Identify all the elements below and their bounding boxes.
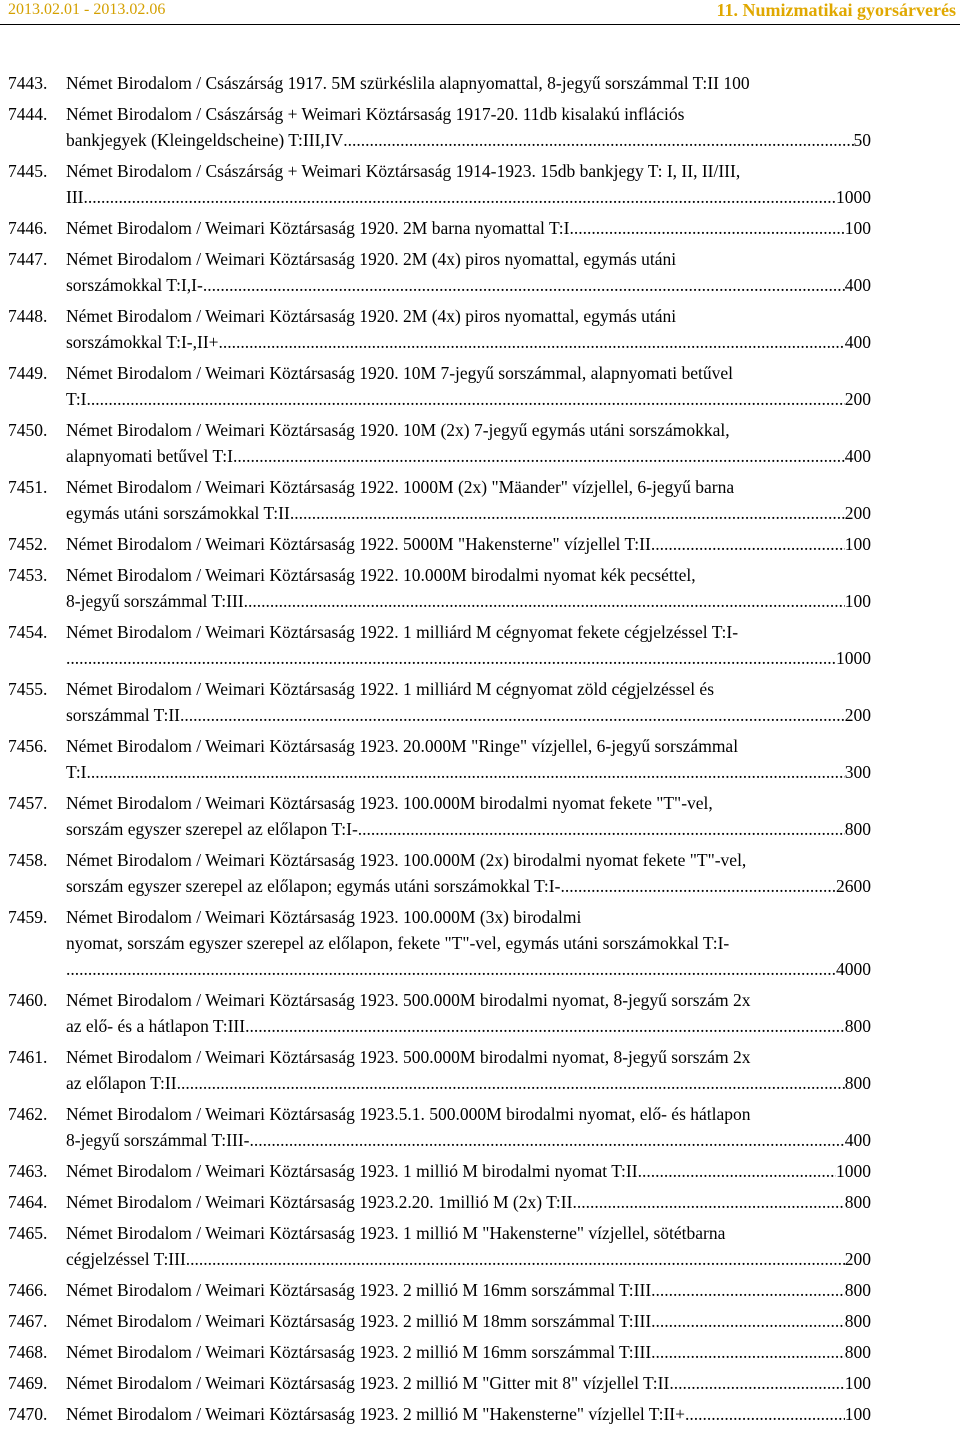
lot-description-line <box>66 1370 871 1396</box>
lot-description-text: Német Birodalom / Weimari Köztársaság 1923. 100.000M (2x) birodalmi nyomat fekete "T"-vel, <box>66 850 747 870</box>
lot-number: 7465. <box>8 1223 48 1243</box>
dot-leader <box>87 386 845 412</box>
lot-number: 7448. <box>8 306 48 326</box>
lot-line <box>0 303 960 329</box>
lot-description-text: Német Birodalom / Weimari Köztársaság 1922. 5000M "Hakensterne" vízjellel T:II <box>66 534 651 554</box>
lot-description-text: Német Birodalom / Weimari Köztársaság 1923. 2 millió M 18mm sorszámmal T:III <box>66 1311 652 1331</box>
lot-item <box>0 70 960 96</box>
lot-description-line <box>66 873 871 899</box>
lot-line <box>0 1370 960 1396</box>
lot-item <box>0 474 960 526</box>
lot-description-line <box>66 702 871 728</box>
lot-starting-price: 100 <box>844 1404 871 1424</box>
lot-description-line <box>66 1339 871 1365</box>
dot-leader <box>203 272 845 298</box>
lot-description-line <box>66 1013 871 1039</box>
lot-description-line <box>66 1070 871 1096</box>
lot-description-text: egymás utáni sorszámokkal T:II <box>66 503 290 523</box>
lot-line <box>0 645 960 671</box>
lot-starting-price: 300 <box>844 762 871 782</box>
lot-description-line <box>66 127 871 153</box>
lot-number: 7456. <box>8 736 48 756</box>
lot-line <box>0 733 960 759</box>
lot-description-text: sorszámmal T:II <box>66 705 180 725</box>
lot-line <box>0 1308 960 1334</box>
lot-description-text: Német Birodalom / Weimari Köztársaság 1923. 100.000M (3x) birodalmi <box>66 907 582 927</box>
lot-line <box>0 1158 960 1184</box>
lot-starting-price: 400 <box>844 446 871 466</box>
lot-description-text: Német Birodalom / Weimari Köztársaság 1922. 1000M (2x) "Mäander" vízjellel, 6-jegyű barna <box>66 477 735 497</box>
lot-starting-price: 200 <box>844 705 871 725</box>
lot-item <box>0 1277 960 1303</box>
lot-description-text: 8-jegyű sorszámmal T:III <box>66 591 244 611</box>
lot-line <box>0 930 960 956</box>
lot-description-line <box>66 215 871 241</box>
lot-item <box>0 1370 960 1396</box>
lot-line <box>0 417 960 443</box>
lot-line <box>0 215 960 241</box>
lot-item <box>0 987 960 1039</box>
lot-starting-price: 2600 <box>836 876 871 896</box>
lot-line <box>0 1220 960 1246</box>
lot-item <box>0 1220 960 1272</box>
lot-line <box>0 873 960 899</box>
lot-item <box>0 562 960 614</box>
lot-item <box>0 158 960 210</box>
lot-description-text: Német Birodalom / Weimari Köztársaság 1923. 2 millió M 16mm sorszámmal T:III <box>66 1280 652 1300</box>
lot-line <box>0 1189 960 1215</box>
lot-line <box>0 588 960 614</box>
lot-line <box>0 158 960 184</box>
lot-description-text: T:I <box>66 389 87 409</box>
lot-description-text: Német Birodalom / Weimari Köztársaság 1922. 1 milliárd M cégnyomat zöld cégjelzéssel és <box>66 679 715 699</box>
lot-description-text: Német Birodalom / Weimari Köztársaság 1922. 10.000M birodalmi nyomat kék pecséttel, <box>66 565 696 585</box>
lot-line <box>0 1127 960 1153</box>
lot-description-text: 8-jegyű sorszámmal T:III- <box>66 1130 250 1150</box>
lot-number: 7462. <box>8 1104 48 1124</box>
dot-leader <box>638 1158 836 1184</box>
lot-line <box>0 1070 960 1096</box>
lot-starting-price: 200 <box>844 1249 871 1269</box>
dot-leader <box>343 127 853 153</box>
lot-starting-price: 800 <box>844 1311 871 1331</box>
dot-leader <box>180 702 845 728</box>
lot-description-text: Német Birodalom / Császárság + Weimari Köztársaság 1914-1923. 15db bankjegy T: I, II, II/III, <box>66 161 741 181</box>
dot-leader <box>177 1070 845 1096</box>
lot-starting-price: 4000 <box>836 959 871 979</box>
dot-leader <box>669 1370 844 1396</box>
lot-description-line <box>66 1158 871 1184</box>
dot-leader <box>685 1401 845 1427</box>
lot-line <box>0 329 960 355</box>
lot-description-line <box>66 272 871 298</box>
lot-description-line <box>66 816 871 842</box>
lot-line <box>0 1339 960 1365</box>
lot-line <box>0 562 960 588</box>
lot-description-text: III <box>66 187 84 207</box>
lot-description-line <box>66 329 871 355</box>
lot-starting-price: 400 <box>844 275 871 295</box>
lot-description-line <box>66 531 871 557</box>
lot-description-text: Német Birodalom / Weimari Köztársaság 1923. 100.000M birodalmi nyomat fekete "T"-vel, <box>66 793 713 813</box>
lot-item <box>0 676 960 728</box>
lot-number: 7458. <box>8 850 48 870</box>
dot-leader <box>560 873 836 899</box>
lot-number: 7459. <box>8 907 48 927</box>
lot-description-line <box>66 588 871 614</box>
lot-description-text: Német Birodalom / Weimari Köztársaság 1920. 10M (2x) 7-jegyű egymás utáni sorszámokkal, <box>66 420 730 440</box>
page-header <box>0 0 960 22</box>
lot-description-text: sorszámokkal T:I-,II+ <box>66 332 219 352</box>
lot-line <box>0 676 960 702</box>
dot-leader <box>651 1308 845 1334</box>
lot-description-text: sorszám egyszer szerepel az előlapon; egymás utáni sorszámokkal T:I- <box>66 876 561 896</box>
lot-description-line <box>66 956 871 982</box>
lot-description-line <box>66 184 871 210</box>
lot-number: 7461. <box>8 1047 48 1067</box>
lot-line <box>0 1101 960 1127</box>
lot-item <box>0 246 960 298</box>
lot-number: 7468. <box>8 1342 48 1362</box>
lot-line <box>0 847 960 873</box>
lot-item <box>0 1189 960 1215</box>
lot-description-text: az előlapon T:II <box>66 1073 177 1093</box>
lot-line <box>0 816 960 842</box>
lot-item <box>0 303 960 355</box>
lot-description-line <box>66 1308 871 1334</box>
lot-description-text: Német Birodalom / Weimari Köztársaság 1923. 1 millió M "Hakensterne" vízjellel, sötétbarna <box>66 1223 726 1243</box>
lot-item <box>0 1339 960 1365</box>
dot-leader <box>572 1189 844 1215</box>
lot-description-text: Német Birodalom / Weimari Köztársaság 1923.5.1. 500.000M birodalmi nyomat, elő- és hátlapon <box>66 1104 751 1124</box>
lot-number: 7454. <box>8 622 48 642</box>
lot-line <box>0 759 960 785</box>
lot-number: 7447. <box>8 249 48 269</box>
lot-item <box>0 1401 960 1427</box>
lot-starting-price: 100 <box>844 534 871 554</box>
lot-number: 7450. <box>8 420 48 440</box>
lot-description-text: Német Birodalom / Weimari Köztársaság 1923.2.20. 1millió M (2x) T:II <box>66 1192 573 1212</box>
lot-line <box>0 619 960 645</box>
lot-number: 7463. <box>8 1161 48 1181</box>
dot-leader <box>249 1127 844 1153</box>
lot-starting-price: 800 <box>844 1016 871 1036</box>
lot-number: 7470. <box>8 1404 48 1424</box>
lot-description-text: Német Birodalom / Weimari Köztársaság 1920. 10M 7-jegyű sorszámmal, alapnyomati betűvel <box>66 363 733 383</box>
lot-description-line <box>66 386 871 412</box>
lot-description-text: Német Birodalom / Weimari Köztársaság 1923. 500.000M birodalmi nyomat, 8-jegyű sorszám 2x <box>66 990 751 1010</box>
lot-starting-price: 100 <box>844 1373 871 1393</box>
dot-leader <box>87 759 845 785</box>
lot-starting-price: 1000 <box>836 648 871 668</box>
lot-number: 7444. <box>8 104 48 124</box>
lot-number: 7445. <box>8 161 48 181</box>
lot-line <box>0 956 960 982</box>
lot-starting-price: 100 <box>844 591 871 611</box>
lot-starting-price: 800 <box>844 1342 871 1362</box>
lot-line <box>0 904 960 930</box>
dot-leader <box>651 531 845 557</box>
lot-item <box>0 733 960 785</box>
lot-list <box>0 70 960 1432</box>
lot-description-text: alapnyomati betűvel T:I <box>66 446 233 466</box>
lot-description-line <box>66 1277 871 1303</box>
lot-description-text: Német Birodalom / Weimari Köztársaság 1920. 2M barna nyomattal T:I <box>66 218 570 238</box>
lot-description-text: Német Birodalom / Weimari Köztársaság 1922. 1 milliárd M cégnyomat fekete cégjelzéssel T:I- <box>66 622 739 642</box>
lot-description-text: Német Birodalom / Weimari Köztársaság 1920. 2M (4x) piros nyomattal, egymás utáni <box>66 306 677 326</box>
lot-line <box>0 70 960 96</box>
lot-item <box>0 360 960 412</box>
lot-line <box>0 127 960 153</box>
dot-leader <box>83 184 836 210</box>
lot-line <box>0 500 960 526</box>
lot-description-text: T:I <box>66 762 87 782</box>
lot-description-text: Német Birodalom / Weimari Köztársaság 1923. 2 millió M 16mm sorszámmal T:III <box>66 1342 652 1362</box>
lot-item <box>0 619 960 671</box>
lot-description-text: Német Birodalom / Weimari Köztársaság 1920. 2M (4x) piros nyomattal, egymás utáni <box>66 249 677 269</box>
dot-leader <box>651 1339 845 1365</box>
lot-description-line <box>66 1401 871 1427</box>
lot-starting-price: 800 <box>844 1192 871 1212</box>
lot-item <box>0 1101 960 1153</box>
lot-number: 7449. <box>8 363 48 383</box>
lot-line <box>0 790 960 816</box>
lot-item <box>0 790 960 842</box>
lot-description-line <box>66 1246 871 1272</box>
lot-description-text: Német Birodalom / Weimari Köztársaság 1923. 2 millió M "Gitter mit 8" vízjellel T:II <box>66 1373 670 1393</box>
lot-item <box>0 1308 960 1334</box>
lot-line <box>0 987 960 1013</box>
dot-leader <box>651 1277 845 1303</box>
lot-item <box>0 215 960 241</box>
lot-line <box>0 531 960 557</box>
lot-description-text: Német Birodalom / Weimari Köztársaság 1923. 500.000M birodalmi nyomat, 8-jegyű sorszám 2x <box>66 1047 751 1067</box>
dot-leader <box>186 1246 845 1272</box>
dot-leader <box>233 443 845 469</box>
lot-item <box>0 904 960 982</box>
dot-leader <box>569 215 844 241</box>
lot-description-line <box>66 645 871 671</box>
header-divider <box>0 24 960 25</box>
lot-starting-price: 400 <box>844 1130 871 1150</box>
lot-line <box>0 702 960 728</box>
lot-number: 7467. <box>8 1311 48 1331</box>
lot-number: 7453. <box>8 565 48 585</box>
dot-leader <box>244 588 845 614</box>
lot-number: 7466. <box>8 1280 48 1300</box>
dot-leader <box>66 956 836 982</box>
lot-line <box>0 386 960 412</box>
lot-starting-price: 200 <box>844 389 871 409</box>
lot-line <box>0 272 960 298</box>
lot-description-text: Német Birodalom / Weimari Köztársaság 1923. 1 millió M birodalmi nyomat T:II <box>66 1161 638 1181</box>
lot-item <box>0 101 960 153</box>
lot-item <box>0 847 960 899</box>
lot-description-text: Német Birodalom / Weimari Köztársaság 1923. 20.000M "Ringe" vízjellel, 6-jegyű sorszámmal <box>66 736 739 756</box>
lot-line <box>0 101 960 127</box>
lot-description-text: Német Birodalom / Weimari Köztársaság 1923. 2 millió M "Hakensterne" vízjellel T:II+ <box>66 1404 685 1424</box>
lot-line <box>0 474 960 500</box>
lot-description-line <box>66 759 871 785</box>
lot-number: 7464. <box>8 1192 48 1212</box>
lot-item <box>0 1158 960 1184</box>
lot-starting-price: 800 <box>844 1073 871 1093</box>
lot-description-text: Német Birodalom / Császárság 1917. 5M szürkéslila alapnyomattal, 8-jegyű sorszámmal T:II 100 <box>66 73 750 93</box>
date-range: 2013.02.01 - 2013.02.06 <box>8 1 166 18</box>
dot-leader <box>290 500 845 526</box>
lot-number: 7452. <box>8 534 48 554</box>
lot-description-line <box>66 1189 871 1215</box>
lot-starting-price: 50 <box>853 130 871 150</box>
lot-description-text: az elő- és a hátlapon T:III <box>66 1016 246 1036</box>
lot-description-text: sorszám egyszer szerepel az előlapon T:I- <box>66 819 358 839</box>
lot-line <box>0 360 960 386</box>
dot-leader <box>219 329 845 355</box>
lot-item <box>0 417 960 469</box>
lot-description-text: sorszámokkal T:I,I- <box>66 275 203 295</box>
lot-line <box>0 1044 960 1070</box>
dot-leader <box>358 816 845 842</box>
lot-item <box>0 531 960 557</box>
lot-number: 7469. <box>8 1373 48 1393</box>
auction-title: 11. Numizmatikai gyorsárverés <box>716 0 956 20</box>
lot-line <box>0 184 960 210</box>
lot-description-line <box>66 443 871 469</box>
lot-starting-price: 400 <box>844 332 871 352</box>
lot-number: 7446. <box>8 218 48 238</box>
lot-starting-price: 800 <box>844 1280 871 1300</box>
lot-number: 7451. <box>8 477 48 497</box>
lot-description-line <box>66 500 871 526</box>
lot-starting-price: 200 <box>844 503 871 523</box>
dot-leader <box>66 645 836 671</box>
lot-description-line <box>66 1127 871 1153</box>
lot-starting-price: 1000 <box>836 187 871 207</box>
lot-number: 7455. <box>8 679 48 699</box>
lot-number: 7457. <box>8 793 48 813</box>
lot-line <box>0 1013 960 1039</box>
lot-starting-price: 1000 <box>836 1161 871 1181</box>
lot-description-text: bankjegyek (Kleingeldscheine) T:III,IV <box>66 130 344 150</box>
lot-number: 7443. <box>8 73 48 93</box>
lot-line <box>0 1246 960 1272</box>
lot-description-text: cégjelzéssel T:III <box>66 1249 186 1269</box>
lot-line <box>0 1401 960 1427</box>
lot-line <box>0 443 960 469</box>
dot-leader <box>245 1013 845 1039</box>
lot-starting-price: 100 <box>844 218 871 238</box>
lot-description-text: nyomat, sorszám egyszer szerepel az előlapon, fekete "T"-vel, egymás utáni sorszámokkal T:I- <box>66 933 730 953</box>
lot-number: 7460. <box>8 990 48 1010</box>
lot-line <box>0 1277 960 1303</box>
lot-line <box>0 246 960 272</box>
lot-item <box>0 1044 960 1096</box>
lot-description-text: Német Birodalom / Császárság + Weimari Köztársaság 1917-20. 11db kisalakú inflációs <box>66 104 685 124</box>
lot-starting-price: 800 <box>844 819 871 839</box>
